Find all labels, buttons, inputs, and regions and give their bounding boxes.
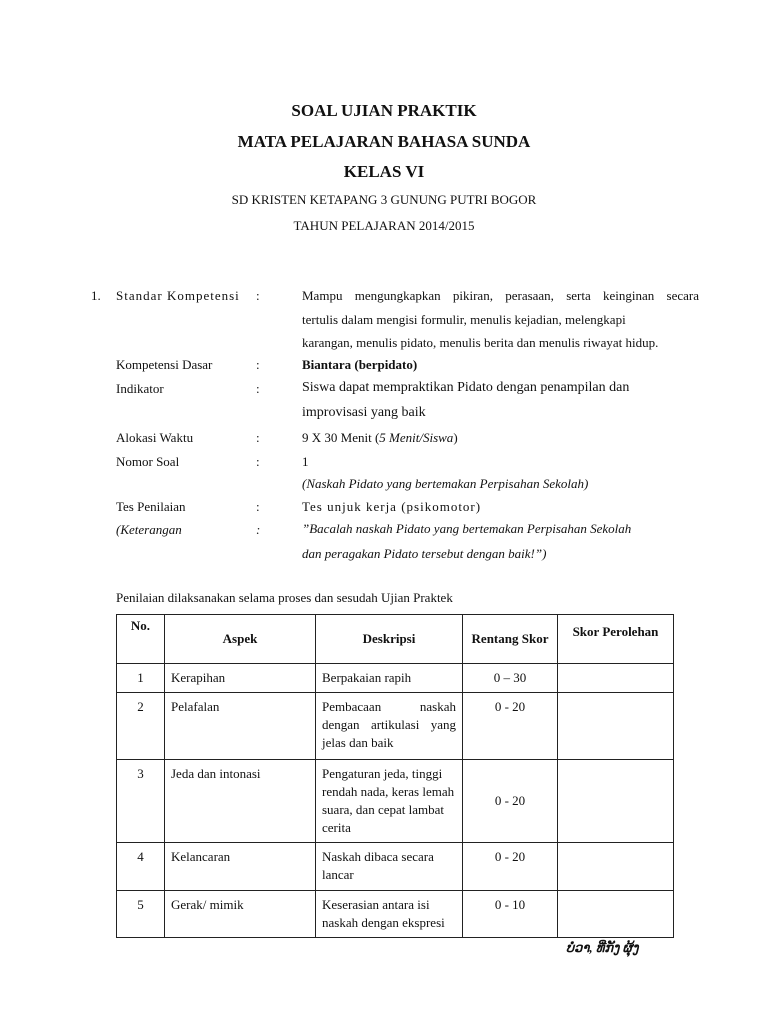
nomor-soal-value: 1: [302, 454, 309, 469]
sk-colon: :: [256, 288, 260, 303]
row-rentang: 0 - 20: [463, 843, 558, 891]
header-aspek: Aspek: [165, 615, 316, 664]
nomor-soal-colon: :: [256, 454, 260, 469]
header-rentang: Rentang Skor: [463, 615, 558, 664]
header-deskripsi: Deskripsi: [316, 615, 463, 664]
row-deskripsi: Keserasian antara isi naskah dengan ekspresi: [316, 891, 463, 938]
indikator-label: Indikator: [116, 381, 164, 396]
table-row: [117, 891, 674, 938]
row-skor: [558, 760, 674, 843]
scoring-table: [116, 614, 674, 938]
title-line-3: KELAS VI: [343, 162, 425, 181]
row-aspek: Kerapihan: [165, 664, 316, 693]
sk-line-2: tertulis dalam mengisi formulir, menulis kejadian, melengkapi: [302, 312, 626, 327]
row-rentang: 0 - 10: [463, 891, 558, 938]
row-no: 3: [117, 760, 165, 843]
keterangan-label: (Keterangan: [116, 522, 182, 537]
alokasi-value: [302, 430, 458, 446]
row-deskripsi: Pembacaan naskah dengan artikulasi yang jelas dan baik: [316, 693, 463, 760]
row-rentang: 0 – 30: [463, 664, 558, 693]
row-aspek: Kelancaran: [165, 843, 316, 891]
kd-value: Biantara (berpidato): [302, 357, 418, 372]
row-skor: [558, 843, 674, 891]
keterangan-line-1: ”Bacalah naskah Pidato yang bertemakan Perpisahan Sekolah: [302, 521, 632, 536]
alokasi-label: Alokasi Waktu: [116, 430, 194, 445]
table-row: [117, 760, 674, 843]
title-line-1: SOAL UJIAN PRAKTIK: [291, 101, 477, 120]
alokasi-colon: :: [256, 430, 260, 445]
title-line-2: MATA PELAJARAN BAHASA SUNDA: [237, 132, 531, 151]
school-name: SD KRISTEN KETAPANG 3 GUNUNG PUTRI BOGOR: [231, 192, 537, 207]
table-row: [117, 693, 674, 760]
row-deskripsi: Naskah dibaca secara lancar: [316, 843, 463, 891]
indikator-line-1: Siswa dapat mempraktikan Pidato dengan penampilan dan: [302, 380, 630, 395]
alokasi-italic: 5 Menit/Siswa: [379, 430, 454, 445]
table-row: [117, 664, 674, 693]
header-skor: Skor Perolehan: [558, 615, 674, 664]
tes-penilaian-value: Tes unjuk kerja (psikomotor): [302, 499, 482, 514]
keterangan-colon: :: [256, 522, 261, 537]
indikator-line-2: improvisasi yang baik: [302, 405, 426, 420]
row-no: 5: [117, 891, 165, 938]
sk-label: Standar Kompetensi: [116, 288, 240, 303]
row-deskripsi: Berpakaian rapih: [316, 664, 463, 693]
item-number: 1.: [91, 288, 101, 303]
tes-penilaian-colon: :: [256, 499, 260, 514]
row-no: 2: [117, 693, 165, 760]
sk-line-3: karangan, menulis pidato, menulis berita dan menulis riwayat hidup.: [302, 335, 659, 350]
nomor-soal-label: Nomor Soal: [116, 454, 180, 469]
nomor-soal-note: (Naskah Pidato yang bertemakan Perpisahan Sekolah): [302, 476, 589, 491]
row-no: 1: [117, 664, 165, 693]
sk-line-1: Mampu mengungkapkan pikiran, perasaan, serta keinginan secara: [302, 288, 699, 303]
table-row: [117, 843, 674, 891]
kd-colon: :: [256, 357, 260, 372]
row-skor: [558, 693, 674, 760]
row-skor: [558, 664, 674, 693]
header-no: No.: [117, 615, 165, 664]
intro-text: Penilaian dilaksanakan selama proses dan sesudah Ujian Praktek: [116, 590, 453, 605]
row-aspek: Jeda dan intonasi: [165, 760, 316, 843]
row-rentang: 0 - 20: [463, 693, 558, 760]
school-year: TAHUN PELAJARAN 2014/2015: [293, 218, 475, 233]
alokasi-main: 9 X 30 Menit (: [302, 430, 380, 445]
alokasi-close: ): [453, 430, 458, 445]
row-rentang: 0 - 20: [463, 760, 558, 843]
row-no: 4: [117, 843, 165, 891]
footer-signature-text: ບໍ່ວາ, ທີ່ກັງ ຜຸ້ງ: [566, 940, 639, 955]
table-header-row: [117, 615, 674, 664]
row-deskripsi: Pengaturan jeda, tinggi rendah nada, keras lemah suara, dan cepat lambat cerita: [316, 760, 463, 843]
kd-label: Kompetensi Dasar: [116, 357, 213, 372]
row-aspek: Pelafalan: [165, 693, 316, 760]
keterangan-line-2: dan peragakan Pidato tersebut dengan baik!”): [302, 546, 547, 561]
indikator-colon: :: [256, 381, 260, 396]
row-skor: [558, 891, 674, 938]
row-aspek: Gerak/ mimik: [165, 891, 316, 938]
tes-penilaian-label: Tes Penilaian: [116, 499, 186, 514]
